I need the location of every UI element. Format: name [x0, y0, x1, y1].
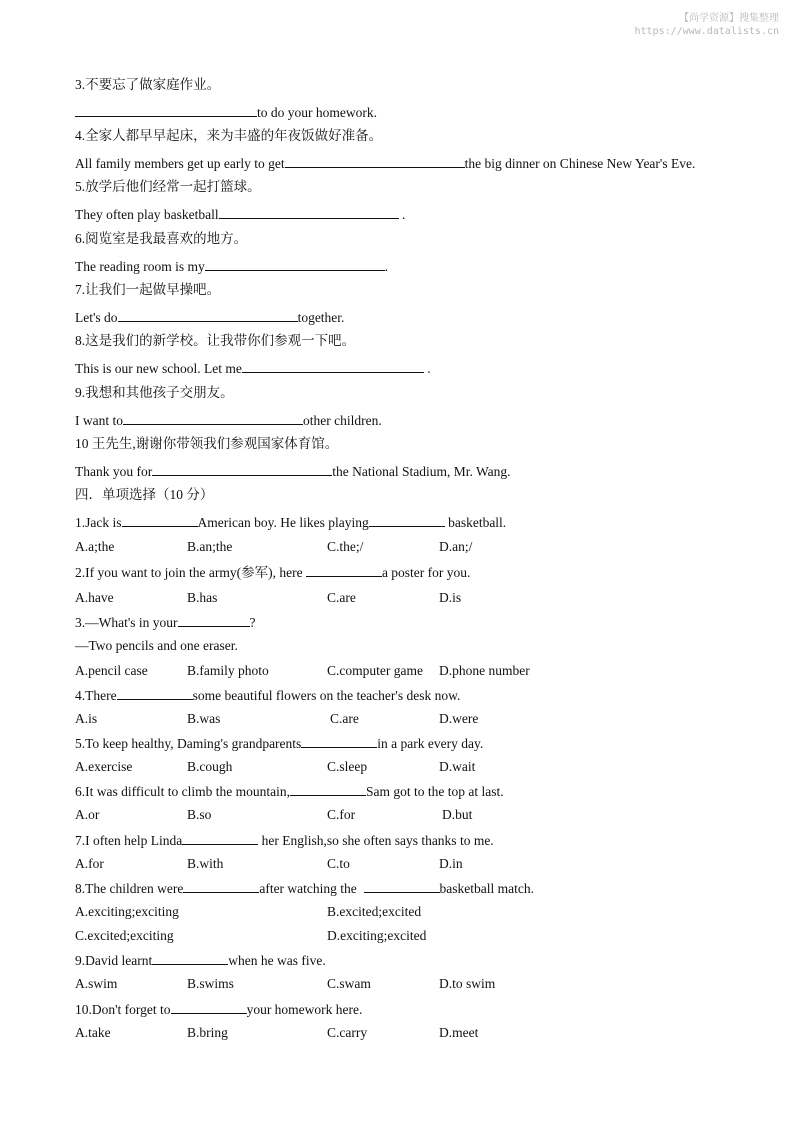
option-a[interactable]: A.pencil case — [75, 663, 148, 678]
translation-cn-8: 8.这是我们的新学校。让我带你们参观一下吧。 — [75, 333, 356, 348]
option-c[interactable]: C.swam — [327, 976, 371, 991]
options-1 — [75, 539, 775, 555]
option-d[interactable]: D.wait — [439, 759, 476, 774]
options-7 — [75, 856, 775, 872]
option-c[interactable]: C.are — [330, 711, 359, 726]
option-a[interactable]: A.for — [75, 856, 104, 871]
options-8-row-2 — [75, 928, 775, 944]
translation-en-8: This is our new school. Let me . — [75, 361, 431, 376]
option-d[interactable]: D.exciting;excited — [327, 928, 427, 943]
options-3 — [75, 663, 775, 679]
answer-blank[interactable] — [301, 735, 377, 748]
answer-blank[interactable] — [152, 463, 332, 476]
answer-blank[interactable] — [171, 1001, 247, 1014]
question-5: 5.To keep healthy, Daming's grandparents in a park every day. — [75, 736, 484, 751]
option-c[interactable]: C.carry — [327, 1025, 368, 1040]
options-9 — [75, 976, 775, 992]
answer-blank[interactable] — [118, 309, 298, 322]
translation-en-10: Thank you for the National Stadium, Mr. Wang. — [75, 464, 511, 479]
option-b[interactable]: B.an;the — [187, 539, 233, 554]
watermark-title: 【尚学资源】搜集整理 — [679, 13, 779, 24]
question-1: 1.Jack is American boy. He likes playing basketball. — [75, 515, 507, 530]
option-a[interactable]: A.exciting;exciting — [75, 904, 179, 919]
translation-en-3: to do your homework. — [75, 104, 377, 121]
question-3-answer: —Two pencils and one eraser. — [75, 638, 238, 653]
option-d[interactable]: D.an;/ — [439, 539, 473, 554]
question-4: 4.There some beautiful flowers on the teacher's desk now. — [75, 688, 461, 703]
option-b[interactable]: B.has — [187, 590, 218, 605]
translation-en-9: I want to other children. — [75, 413, 382, 428]
question-9: 9.David learnt when he was five. — [75, 953, 326, 968]
translation-en-4: All family members get up early to get the big dinner on Chinese New Year's Eve. — [75, 156, 696, 171]
option-b[interactable]: B.was — [187, 711, 221, 726]
options-5 — [75, 759, 775, 775]
option-c[interactable]: C.the;/ — [327, 539, 364, 554]
answer-blank[interactable] — [205, 258, 385, 271]
answer-blank[interactable] — [290, 783, 366, 796]
translation-cn-5: 5.放学后他们经常一起打篮球。 — [75, 179, 261, 194]
answer-blank[interactable] — [306, 564, 382, 577]
translation-en-7: Let's do together. — [75, 310, 345, 325]
options-4 — [75, 711, 775, 727]
option-a[interactable]: A.is — [75, 711, 98, 726]
option-b[interactable]: B.with — [187, 856, 224, 871]
option-c[interactable]: C.to — [327, 856, 350, 871]
option-c[interactable]: C.for — [327, 807, 356, 822]
option-a[interactable]: A.swim — [75, 976, 118, 991]
answer-blank[interactable] — [182, 832, 258, 845]
watermark — [635, 12, 780, 38]
option-a[interactable]: A.a;the — [75, 539, 115, 554]
option-b[interactable]: B.so — [187, 807, 212, 822]
option-d[interactable]: D.were — [439, 711, 479, 726]
question-10: 10.Don't forget to your homework here. — [75, 1002, 363, 1017]
answer-blank[interactable] — [369, 514, 445, 527]
translation-cn-3: 3.不要忘了做家庭作业。 — [75, 77, 221, 92]
option-d[interactable]: D.but — [442, 807, 473, 822]
option-d[interactable]: D.in — [439, 856, 463, 871]
translation-cn-9: 9.我想和其他孩子交朋友。 — [75, 385, 234, 400]
options-6 — [75, 807, 775, 823]
options-10 — [75, 1025, 775, 1041]
option-b[interactable]: B.bring — [187, 1025, 228, 1040]
option-d[interactable]: D.meet — [439, 1025, 479, 1040]
translation-cn-6: 6.阅览室是我最喜欢的地方。 — [75, 231, 248, 246]
translation-cn-4: 4.全家人都早早起床，来为丰盛的年夜饭做好准备。 — [75, 128, 383, 143]
option-a[interactable]: A.or — [75, 807, 100, 822]
watermark-url: https://www.datalists.cn — [634, 26, 779, 37]
option-c[interactable]: C.computer game — [327, 663, 423, 678]
translation-en-5: They often play basketball . — [75, 207, 406, 222]
answer-blank[interactable] — [242, 360, 424, 373]
option-b[interactable]: B.excited;excited — [327, 904, 422, 919]
answer-blank[interactable] — [178, 614, 250, 627]
options-8-row-1 — [75, 904, 775, 920]
translation-cn-10: 10 王先生,谢谢你带领我们参观国家体育馆。 — [75, 436, 339, 451]
option-b[interactable]: B.cough — [187, 759, 233, 774]
option-b[interactable]: B.swims — [187, 976, 234, 991]
option-d[interactable]: D.is — [439, 590, 462, 605]
option-a[interactable]: A.exercise — [75, 759, 133, 774]
question-8: 8.The children were after watching the basketball match. — [75, 881, 534, 896]
question-6: 6.It was difficult to climb the mountain, Sam got to the top at last. — [75, 784, 504, 799]
answer-blank[interactable] — [75, 104, 257, 117]
answer-blank[interactable] — [219, 206, 399, 219]
question-2: 2.If you want to join the army(参军), here a poster for you. — [75, 565, 471, 580]
option-b[interactable]: B.family photo — [187, 663, 269, 678]
answer-blank[interactable] — [117, 687, 193, 700]
translation-en-6: The reading room is my . — [75, 259, 389, 274]
question-7: 7.I often help Linda her English,so she often says thanks to me. — [75, 833, 494, 848]
option-d[interactable]: D.phone number — [439, 663, 530, 678]
option-a[interactable]: A.take — [75, 1025, 111, 1040]
options-2 — [75, 590, 775, 606]
option-a[interactable]: A.have — [75, 590, 114, 605]
option-c[interactable]: C.sleep — [327, 759, 368, 774]
answer-blank[interactable] — [285, 155, 465, 168]
option-c[interactable]: C.excited;exciting — [75, 928, 174, 943]
answer-blank[interactable] — [364, 880, 440, 893]
answer-blank[interactable] — [122, 514, 198, 527]
question-3: 3.—What's in your ? — [75, 615, 256, 630]
option-c[interactable]: C.are — [327, 590, 356, 605]
option-d[interactable]: D.to swim — [439, 976, 496, 991]
translation-cn-7: 7.让我们一起做早操吧。 — [75, 282, 221, 297]
section-title: 四．单项选择（10 分） — [75, 487, 214, 502]
answer-blank[interactable] — [123, 412, 303, 425]
answer-blank[interactable] — [152, 952, 228, 965]
answer-blank[interactable] — [183, 880, 259, 893]
